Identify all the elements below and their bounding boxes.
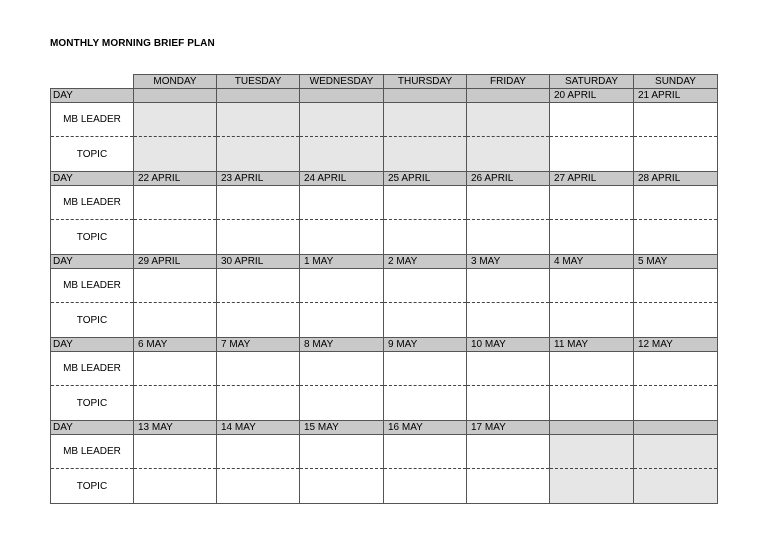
mb-leader-cell[interactable]: [550, 269, 634, 303]
topic-cell[interactable]: [384, 469, 467, 504]
mb-leader-cell[interactable]: [467, 435, 550, 469]
date-cell: 5 MAY: [634, 255, 718, 269]
mb-leader-cell[interactable]: [550, 435, 634, 469]
topic-cell[interactable]: [134, 469, 217, 504]
weekday-header: SATURDAY: [550, 75, 634, 89]
mb-leader-label: MB LEADER: [51, 103, 134, 137]
date-cell: 1 MAY: [300, 255, 384, 269]
mb-leader-cell[interactable]: [634, 103, 718, 137]
mb-leader-cell[interactable]: [134, 435, 217, 469]
date-cell: 16 MAY: [384, 421, 467, 435]
mb-leader-cell[interactable]: [300, 435, 384, 469]
topic-cell[interactable]: [300, 386, 384, 421]
topic-cell[interactable]: [634, 220, 718, 255]
page-title: MONTHLY MORNING BRIEF PLAN: [50, 38, 215, 49]
date-cell: 7 MAY: [217, 338, 300, 352]
topic-label: TOPIC: [51, 386, 134, 421]
mb-leader-row: [51, 435, 718, 469]
header-corner: [51, 75, 134, 89]
date-cell: 2 MAY: [384, 255, 467, 269]
mb-leader-cell[interactable]: [467, 269, 550, 303]
mb-leader-cell[interactable]: [217, 103, 300, 137]
date-cell: 24 APRIL: [300, 172, 384, 186]
topic-label: TOPIC: [51, 303, 134, 338]
weekday-header: WEDNESDAY: [300, 75, 384, 89]
mb-leader-cell[interactable]: [300, 186, 384, 220]
date-cell: 21 APRIL: [634, 89, 718, 103]
mb-leader-row: [51, 103, 718, 137]
topic-row: [51, 386, 718, 421]
topic-cell[interactable]: [217, 386, 300, 421]
mb-leader-cell[interactable]: [134, 352, 217, 386]
date-cell: 14 MAY: [217, 421, 300, 435]
mb-leader-cell[interactable]: [300, 352, 384, 386]
weekday-header-row: [51, 75, 718, 89]
date-cell: 6 MAY: [134, 338, 217, 352]
topic-cell[interactable]: [134, 303, 217, 338]
date-cell: 22 APRIL: [134, 172, 217, 186]
day-row: [51, 421, 718, 435]
topic-cell[interactable]: [300, 220, 384, 255]
date-cell: 15 MAY: [300, 421, 384, 435]
mb-leader-row: [51, 352, 718, 386]
topic-cell[interactable]: [550, 220, 634, 255]
mb-leader-cell[interactable]: [134, 103, 217, 137]
mb-leader-row: [51, 269, 718, 303]
topic-cell[interactable]: [300, 303, 384, 338]
mb-leader-cell[interactable]: [300, 103, 384, 137]
topic-cell[interactable]: [467, 220, 550, 255]
date-cell: 17 MAY: [467, 421, 550, 435]
date-cell: 10 MAY: [467, 338, 550, 352]
topic-cell[interactable]: [134, 386, 217, 421]
mb-leader-row: [51, 186, 718, 220]
topic-cell[interactable]: [384, 220, 467, 255]
date-cell: 26 APRIL: [467, 172, 550, 186]
mb-leader-cell[interactable]: [634, 186, 718, 220]
topic-label: TOPIC: [51, 137, 134, 172]
day-row-label: DAY: [51, 89, 134, 103]
topic-cell[interactable]: [550, 137, 634, 172]
topic-cell[interactable]: [384, 303, 467, 338]
topic-label: TOPIC: [51, 469, 134, 504]
topic-cell[interactable]: [300, 469, 384, 504]
topic-cell[interactable]: [300, 137, 384, 172]
mb-leader-cell[interactable]: [634, 435, 718, 469]
date-cell: [550, 421, 634, 435]
topic-label: TOPIC: [51, 220, 134, 255]
day-row: [51, 89, 718, 103]
mb-leader-cell[interactable]: [384, 352, 467, 386]
date-cell: 11 MAY: [550, 338, 634, 352]
date-cell: 25 APRIL: [384, 172, 467, 186]
date-cell: 27 APRIL: [550, 172, 634, 186]
topic-row: [51, 469, 718, 504]
topic-cell[interactable]: [134, 220, 217, 255]
date-cell: [384, 89, 467, 103]
topic-row: [51, 303, 718, 338]
date-cell: [217, 89, 300, 103]
topic-cell[interactable]: [384, 386, 467, 421]
mb-leader-label: MB LEADER: [51, 269, 134, 303]
topic-cell[interactable]: [550, 386, 634, 421]
mb-leader-cell[interactable]: [134, 269, 217, 303]
date-cell: [634, 421, 718, 435]
date-cell: [300, 89, 384, 103]
weekday-header: FRIDAY: [467, 75, 550, 89]
mb-leader-cell[interactable]: [550, 186, 634, 220]
topic-cell[interactable]: [467, 303, 550, 338]
topic-cell[interactable]: [467, 137, 550, 172]
mb-leader-cell[interactable]: [384, 435, 467, 469]
topic-cell[interactable]: [217, 303, 300, 338]
topic-cell[interactable]: [634, 386, 718, 421]
mb-leader-cell[interactable]: [217, 435, 300, 469]
mb-leader-cell[interactable]: [467, 352, 550, 386]
date-cell: 13 MAY: [134, 421, 217, 435]
mb-leader-cell[interactable]: [217, 352, 300, 386]
topic-cell[interactable]: [467, 469, 550, 504]
topic-cell[interactable]: [634, 137, 718, 172]
date-cell: [134, 89, 217, 103]
topic-cell[interactable]: [550, 303, 634, 338]
topic-row: [51, 220, 718, 255]
day-row: [51, 172, 718, 186]
weekday-header: SUNDAY: [634, 75, 718, 89]
day-row: [51, 255, 718, 269]
mb-leader-cell[interactable]: [217, 269, 300, 303]
mb-leader-cell[interactable]: [300, 269, 384, 303]
weekday-header: MONDAY: [134, 75, 217, 89]
date-cell: 20 APRIL: [550, 89, 634, 103]
plan-body: [51, 75, 718, 504]
mb-leader-cell[interactable]: [384, 269, 467, 303]
day-row-label: DAY: [51, 421, 134, 435]
topic-cell[interactable]: [134, 137, 217, 172]
weekday-header: THURSDAY: [384, 75, 467, 89]
day-row-label: DAY: [51, 338, 134, 352]
topic-cell[interactable]: [384, 137, 467, 172]
mb-leader-cell[interactable]: [217, 186, 300, 220]
mb-leader-cell[interactable]: [384, 186, 467, 220]
date-cell: 23 APRIL: [217, 172, 300, 186]
date-cell: 30 APRIL: [217, 255, 300, 269]
mb-leader-cell[interactable]: [467, 186, 550, 220]
mb-leader-cell[interactable]: [384, 103, 467, 137]
mb-leader-cell[interactable]: [550, 352, 634, 386]
topic-cell[interactable]: [217, 220, 300, 255]
topic-cell[interactable]: [217, 469, 300, 504]
topic-cell[interactable]: [217, 137, 300, 172]
mb-leader-cell[interactable]: [550, 103, 634, 137]
day-row-label: DAY: [51, 255, 134, 269]
date-cell: 29 APRIL: [134, 255, 217, 269]
mb-leader-label: MB LEADER: [51, 435, 134, 469]
date-cell: 8 MAY: [300, 338, 384, 352]
weekday-header: TUESDAY: [217, 75, 300, 89]
date-cell: 28 APRIL: [634, 172, 718, 186]
date-cell: [467, 89, 550, 103]
mb-leader-label: MB LEADER: [51, 352, 134, 386]
mb-leader-cell[interactable]: [634, 352, 718, 386]
date-cell: 12 MAY: [634, 338, 718, 352]
topic-row: [51, 137, 718, 172]
day-row: [51, 338, 718, 352]
day-row-label: DAY: [51, 172, 134, 186]
mb-leader-cell[interactable]: [634, 269, 718, 303]
date-cell: 9 MAY: [384, 338, 467, 352]
mb-leader-cell[interactable]: [467, 103, 550, 137]
monthly-plan-table: [50, 74, 718, 504]
mb-leader-cell[interactable]: [134, 186, 217, 220]
topic-cell[interactable]: [634, 469, 718, 504]
mb-leader-label: MB LEADER: [51, 186, 134, 220]
date-cell: 4 MAY: [550, 255, 634, 269]
topic-cell[interactable]: [467, 386, 550, 421]
date-cell: 3 MAY: [467, 255, 550, 269]
topic-cell[interactable]: [550, 469, 634, 504]
topic-cell[interactable]: [634, 303, 718, 338]
